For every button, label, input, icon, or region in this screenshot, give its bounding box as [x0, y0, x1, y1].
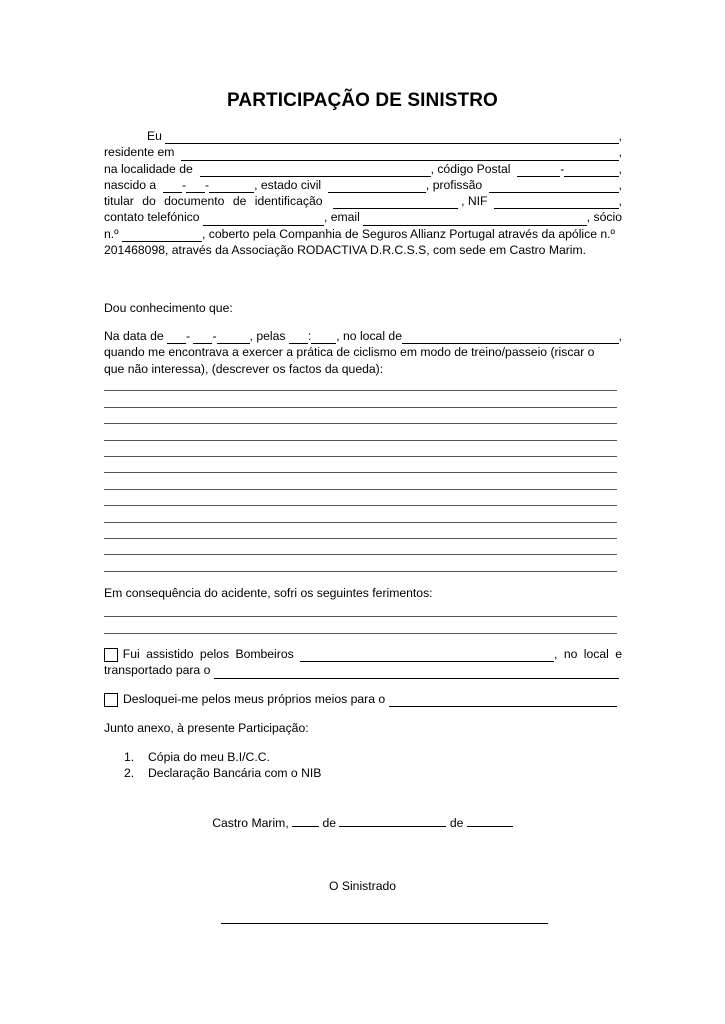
incident-day-field[interactable]	[167, 332, 186, 344]
member-number-row	[104, 226, 622, 242]
coverage-text: , coberto pela Companhia de Seguros Allianz Portugal através da apólice n.º	[202, 226, 616, 241]
transportado-label: transportado para o	[104, 663, 211, 678]
transported-to-field[interactable]	[214, 667, 619, 679]
email-field[interactable]	[363, 214, 587, 226]
activity-line-2: que não interessa), (descrever os factos da queda):	[104, 361, 384, 376]
id-document-row: titular do documento de identificação , NIF ,	[104, 194, 622, 209]
injuries-intro: Em consequência do acidente, sofri os seguintes ferimentos:	[104, 586, 433, 600]
knowledge-intro: Dou conhecimento que:	[104, 301, 233, 315]
locality-row: na localidade de , código Postal - ,	[104, 161, 622, 176]
postal-code-part2-field[interactable]	[564, 165, 618, 177]
socio-label: , sócio	[586, 210, 622, 225]
description-line[interactable]	[104, 523, 617, 539]
no-local-label: , no local e	[554, 647, 622, 661]
description-line[interactable]	[104, 457, 617, 473]
marital-status-field[interactable]	[328, 181, 426, 193]
localidade-label: na localidade de	[104, 161, 193, 176]
incident-date-row: Na data de - - , pelas : , no local de ,	[104, 329, 622, 343]
birth-month-field[interactable]	[186, 181, 205, 193]
data-label: Na data de	[104, 329, 164, 343]
own-means-row	[104, 691, 622, 707]
eu-label: Eu	[147, 129, 162, 143]
postal-code-part1-field[interactable]	[517, 165, 560, 177]
own-means-destination-field[interactable]	[389, 695, 617, 707]
profession-field[interactable]	[489, 181, 619, 193]
codigo-postal-label: , código Postal	[430, 161, 511, 176]
name-row: Eu ,	[147, 129, 622, 143]
residente-label: residente em	[104, 145, 175, 160]
policy-line: 201468098, através da Associação RODACTIVA D.R.C.S.S, com sede em Castro Marim.	[104, 243, 587, 258]
estado-civil-label: , estado civil	[254, 177, 322, 192]
bombeiros-checkbox[interactable]	[104, 648, 118, 662]
incident-month-field[interactable]	[193, 332, 212, 344]
locality-field[interactable]	[200, 165, 431, 177]
incident-minute-field[interactable]	[311, 332, 336, 344]
own-means-label: Desloquei-me pelos meus próprios meios para o	[123, 692, 386, 706]
id-document-field[interactable]	[333, 197, 458, 209]
pelas-label: , pelas	[249, 329, 286, 343]
description-line[interactable]	[104, 391, 617, 407]
fall-description-field[interactable]	[104, 375, 617, 572]
incident-paragraph	[104, 328, 622, 377]
birth-row: nascido a - - , estado civil , profissão ,	[104, 177, 622, 192]
numero-label: n.º	[104, 226, 119, 241]
description-line[interactable]	[104, 408, 617, 424]
description-line[interactable]	[104, 490, 617, 506]
incident-year-field[interactable]	[217, 332, 250, 344]
own-means-checkbox[interactable]	[104, 693, 118, 707]
annex-item: 2. Declaração Bancária com o NIB	[124, 766, 322, 781]
signature-line[interactable]	[221, 923, 548, 924]
bombeiros-label: Fui assistido pelos Bombeiros	[122, 647, 294, 661]
nif-label: , NIF	[461, 194, 488, 209]
activity-line-1: quando me encontrava a exercer a prática de ciclismo em modo de treino/passeio (riscar o	[104, 345, 595, 360]
annex-item: 1. Cópia do meu B.I/C.C.	[124, 750, 270, 764]
email-label: , email	[323, 210, 360, 225]
description-line[interactable]	[104, 555, 617, 571]
assistance-paragraph	[104, 646, 622, 679]
description-line[interactable]	[104, 441, 617, 457]
contato-label: contato telefónico	[104, 210, 200, 225]
injuries-field[interactable]	[104, 601, 617, 634]
birth-year-field[interactable]	[209, 181, 254, 193]
birth-day-field[interactable]	[163, 181, 182, 193]
annex-intro: Junto anexo, à presente Participação:	[104, 721, 309, 735]
description-line[interactable]	[104, 424, 617, 440]
annex-list	[124, 749, 321, 782]
bombeiros-row	[104, 646, 622, 662]
sign-month-field[interactable]	[339, 815, 446, 827]
description-line[interactable]	[104, 473, 617, 489]
name-field[interactable]	[165, 132, 618, 144]
local-label: , no local de	[336, 329, 402, 343]
own-means-paragraph	[104, 691, 622, 707]
place-date-line: Castro Marim, de de	[0, 815, 725, 830]
profissao-label: , profissão	[425, 177, 483, 192]
description-line[interactable]	[104, 375, 617, 391]
description-line[interactable]	[104, 539, 617, 555]
transport-row	[104, 662, 622, 678]
member-number-field[interactable]	[122, 230, 202, 242]
contact-row	[104, 209, 622, 225]
nif-field[interactable]	[494, 197, 618, 209]
incident-hour-field[interactable]	[289, 332, 308, 344]
bombeiros-field[interactable]	[300, 650, 554, 662]
place-label: Castro Marim,	[212, 816, 289, 830]
sign-day-field[interactable]	[292, 815, 319, 827]
residence-row: residente em ,	[104, 145, 622, 160]
incident-location-field[interactable]	[402, 332, 619, 344]
injury-line[interactable]	[104, 601, 617, 617]
nascido-label: nascido a	[104, 177, 157, 192]
residence-field[interactable]	[181, 149, 618, 161]
signer-label: O Sinistrado	[328, 879, 397, 893]
description-line[interactable]	[104, 506, 617, 522]
phone-field[interactable]	[203, 214, 324, 226]
page-title: PARTICIPAÇÃO DE SINISTRO	[227, 90, 498, 111]
injury-line[interactable]	[104, 617, 617, 633]
identification-paragraph	[104, 128, 622, 258]
titular-label: titular do documento de identificação	[104, 194, 323, 209]
sign-year-field[interactable]	[467, 815, 513, 827]
